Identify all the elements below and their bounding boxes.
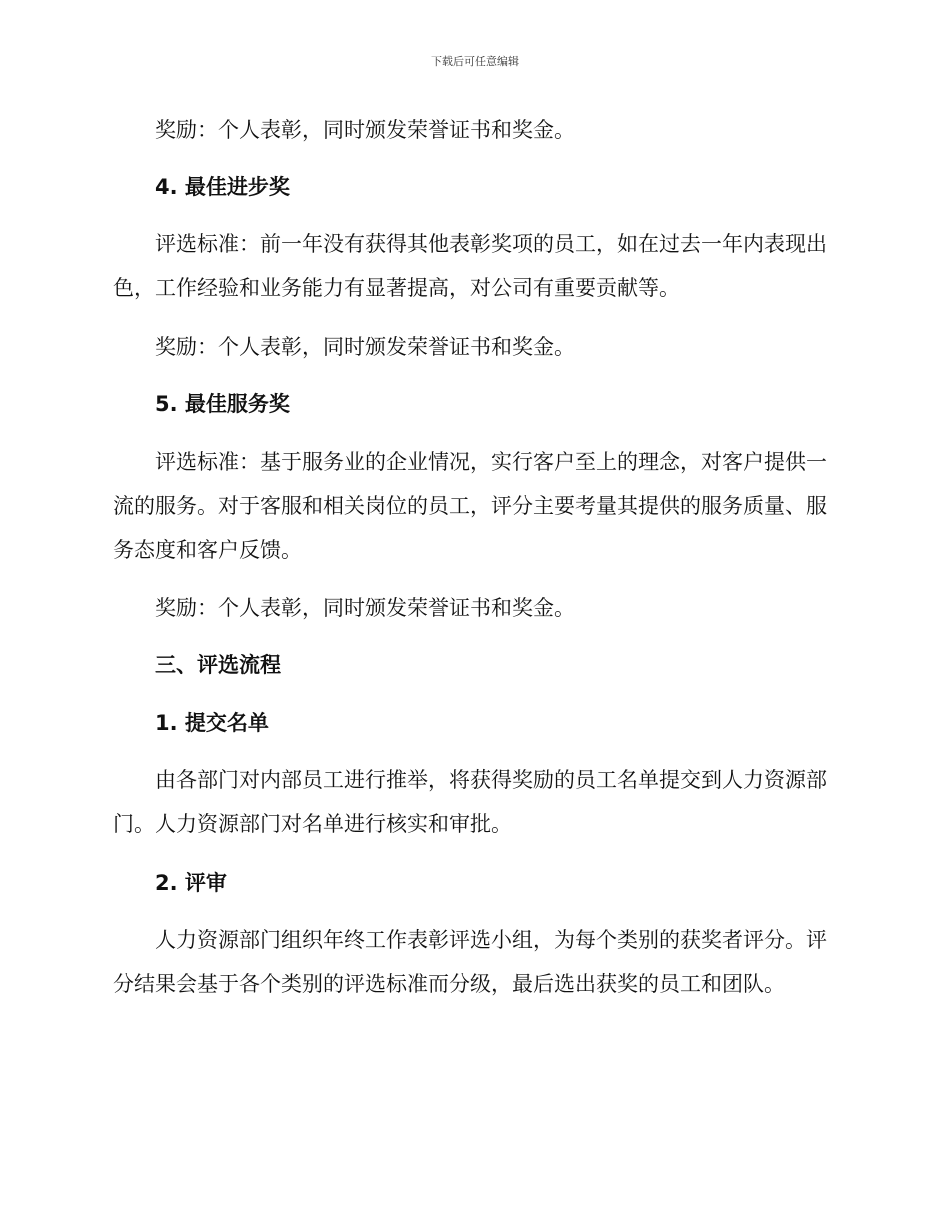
paragraph-reward-1: 奖励：个人表彰，同时颁发荣誉证书和奖金。 — [155, 118, 575, 142]
paragraph-submit-list: 由各部门对内部员工进行推举，将获得奖励的员工名单提交到人力资源部门。人力资源部门对名单进行核实和审批。 — [113, 768, 827, 836]
heading-best-progress-award: 4. 最佳进步奖 — [155, 175, 290, 199]
paragraph-review: 人力资源部门组织年终工作表彰评选小组，为每个类别的获奖者评分。评分结果会基于各个类别的评选标准而分级，最后选出获奖的员工和团队。 — [113, 928, 827, 996]
paragraph-reward-2: 奖励：个人表彰，同时颁发荣誉证书和奖金。 — [155, 335, 575, 359]
paragraph-reward-3: 奖励：个人表彰，同时颁发荣誉证书和奖金。 — [155, 596, 575, 620]
heading-selection-process: 三、评选流程 — [155, 653, 281, 677]
heading-best-service-award: 5. 最佳服务奖 — [155, 392, 290, 416]
paragraph-criteria-service: 评选标准：基于服务业的企业情况，实行客户至上的理念，对客户提供一流的服务。对于客服和相关岗位的员工，评分主要考量其提供的服务质量、服务态度和客户反馈。 — [113, 450, 827, 562]
heading-review: 2. 评审 — [155, 871, 227, 895]
paragraph-criteria-progress: 评选标准：前一年没有获得其他表彰奖项的员工，如在过去一年内表现出色，工作经验和业务能力有显著提高，对公司有重要贡献等。 — [113, 232, 827, 300]
page-header: 下载后可任意编辑 — [431, 55, 519, 68]
heading-submit-list: 1. 提交名单 — [155, 711, 269, 735]
